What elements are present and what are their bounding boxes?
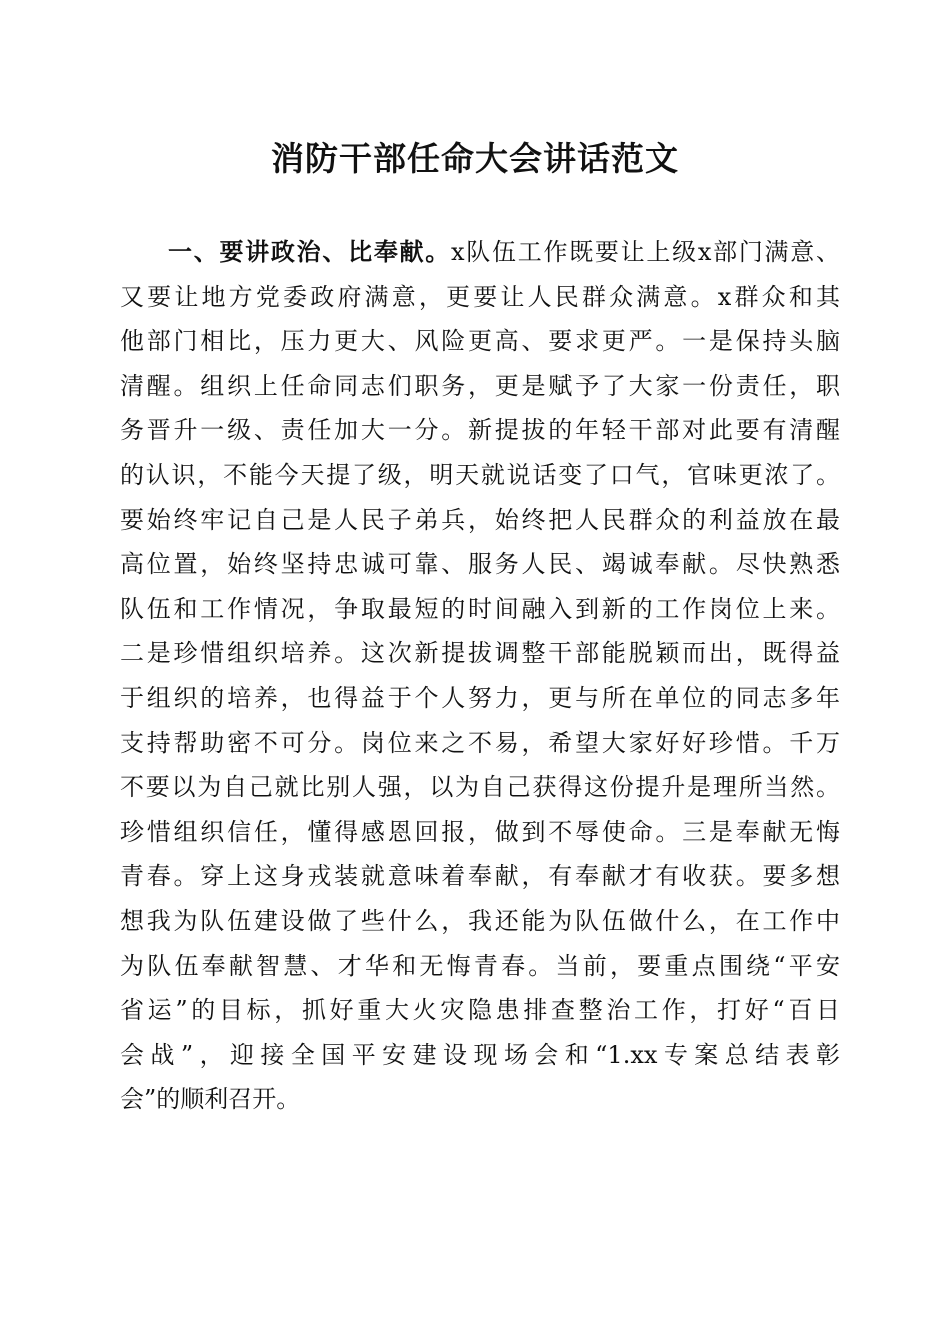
paragraph-line-text: x队伍工作既要让上级x部门满意、 bbox=[451, 238, 841, 266]
paragraph-line: 队伍和工作情况，争取最短的时间融入到新的工作岗位上来。 bbox=[120, 594, 840, 623]
paragraph-line: 会”的顺利召开。 bbox=[120, 1085, 301, 1114]
document-title: 消防干部任命大会讲话范文 bbox=[271, 139, 679, 178]
paragraph-line: 支持帮助密不可分。岗位来之不易，希望大家好好珍惜。千万 bbox=[120, 728, 840, 757]
paragraph-line: 又要让地方党委政府满意，更要让人民群众满意。x群众和其 bbox=[120, 282, 840, 311]
paragraph-line: 高位置，始终坚持忠诚可靠、服务人民、竭诚奉献。尽快熟悉 bbox=[120, 550, 840, 579]
paragraph-line: 他部门相比，压力更大、风险更高、要求更严。一是保持头脑 bbox=[120, 327, 840, 356]
document-body bbox=[120, 230, 840, 1122]
paragraph-line: 于组织的培养，也得益于个人努力，更与所在单位的同志多年 bbox=[120, 683, 840, 712]
paragraph-line: 清醒。组织上任命同志们职务，更是赋予了大家一份责任，职 bbox=[120, 371, 840, 400]
paragraph-line: 珍惜组织信任，懂得感恩回报，做到不辱使命。三是奉献无悔 bbox=[120, 817, 840, 846]
paragraph-line bbox=[120, 230, 840, 275]
paragraph-line: 青春。穿上这身戎装就意味着奉献，有奉献才有收获。要多想 bbox=[120, 862, 840, 891]
paragraph-line: 为队伍奉献智慧、才华和无悔青春。当前，要重点围绕“平安 bbox=[120, 951, 840, 980]
paragraph-line: 二是珍惜组织培养。这次新提拔调整干部能脱颖而出，既得益 bbox=[120, 639, 840, 668]
paragraph-line: 省运”的目标，抓好重大火灾隐患排查整治工作，打好“百日 bbox=[120, 996, 840, 1025]
section-heading: 一、要讲政治、比奉献。 bbox=[168, 238, 452, 266]
paragraph-line: 不要以为自己就比别人强，以为自己获得这份提升是理所当然。 bbox=[120, 773, 840, 802]
paragraph-line: 会战”，迎接全国平安建设现场会和“1.xx专案总结表彰 bbox=[120, 1040, 840, 1069]
paragraph-line: 想我为队伍建设做了些什么，我还能为队伍做什么，在工作中 bbox=[120, 906, 840, 935]
paragraph-line: 要始终牢记自己是人民子弟兵，始终把人民群众的利益放在最 bbox=[120, 505, 840, 534]
paragraph-line: 务晋升一级、责任加大一分。新提拔的年轻干部对此要有清醒 bbox=[120, 416, 840, 445]
paragraph-line: 的认识，不能今天提了级，明天就说话变了口气，官味更浓了。 bbox=[120, 460, 840, 489]
